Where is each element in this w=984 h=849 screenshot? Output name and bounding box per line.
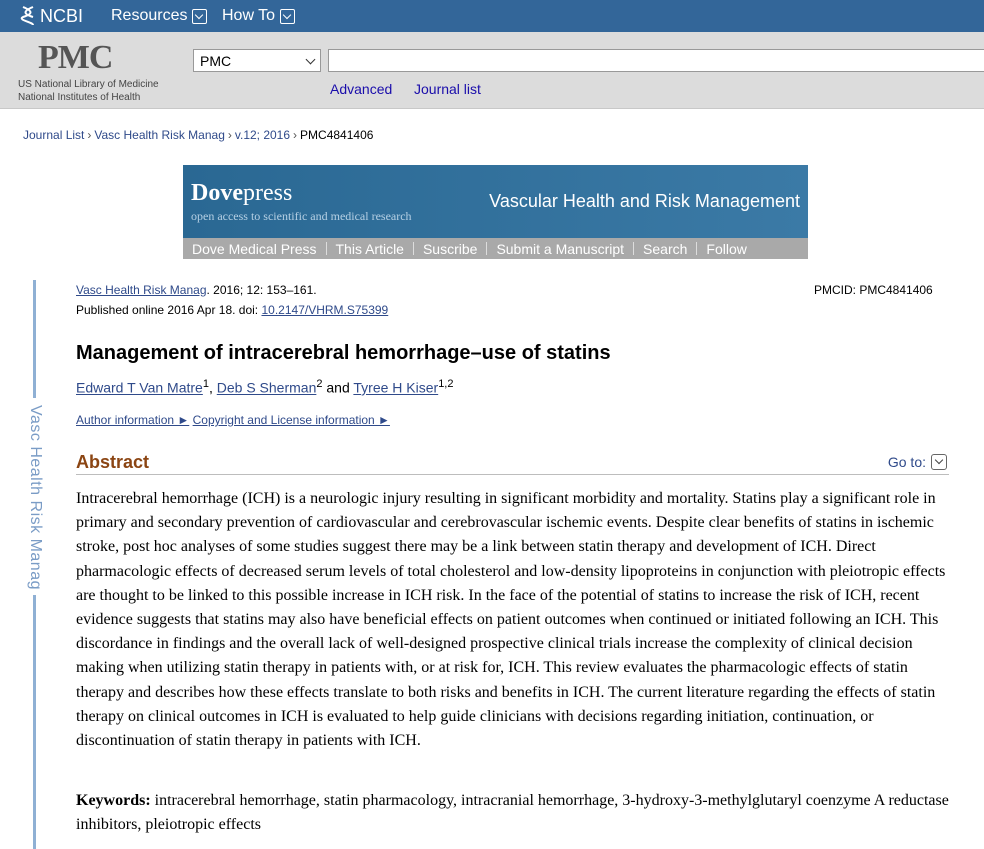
author-link[interactable]: Edward T Van Matre: [76, 379, 203, 396]
nlm-line: US National Library of Medicine: [18, 79, 159, 90]
author-link[interactable]: Deb S Sherman: [216, 379, 317, 396]
dovepress-logo: Dovepress: [191, 180, 293, 206]
nih-line: National Institutes of Health: [18, 92, 141, 103]
author-affiliation: 2: [316, 378, 323, 390]
citation-line: [76, 280, 388, 300]
author-affiliation: 1: [202, 378, 209, 390]
advanced-search-link[interactable]: Advanced: [330, 81, 393, 97]
breadcrumb: [23, 128, 373, 142]
breadcrumb-separator: ›: [293, 128, 298, 142]
article-info-links: [76, 413, 390, 427]
banner-header[interactable]: [183, 165, 808, 238]
goto-label: Go to:: [887, 454, 926, 470]
article-title: Management of intracerebral hemorrhage–use of statins: [76, 342, 611, 364]
how-to-label: How To: [222, 7, 276, 24]
banner-nav: [183, 238, 808, 259]
search-input[interactable]: [328, 49, 984, 72]
published-text: Published online 2016 Apr 18. doi:: [76, 303, 262, 317]
sidebar-rule-bottom: [33, 595, 36, 849]
author-affiliation: 1,2: [438, 378, 454, 390]
abstract-text: Intracerebral hemorrhage (ICH) is a neurologic injury resulting in significant morbidity and mortality. Statins play a significant role in primary and secondary prevention of cardiovascular and cerebrovascular ischemic events. Despite clear benefits of statins in ischemic stroke, post hoc analyses of some studies suggest there may be a link between statin therapy and development of ICH. Direct pharmacologic effects of decreased serum levels of total cholesterol and low-density lipoproteins in conjunction with pleiotropic effects are thought to be linked to this possible increase in ICH risk. In the face of the potential of statins to increase the risk of ICH, recent evidence suggests that statins may also have beneficial effects on patient outcomes when continued or initiated following an ICH. This discordance in findings and the overall lack of well-designed prospective clinical trials increase the complexity of clinical decision making when utilizing statin therapy in patients with, or at risk for, ICH. This review evaluates the pharmacologic effects of statin therapy and describes how these effects translate to both risks and benefits in ICH. The current literature regarding the effects of statin therapy on clinical outcomes in ICH is evaluated to help guide clinicians with decisions regarding initiation, continuation, or discontinuation of statin therapy in patients with ICH.: [76, 490, 946, 750]
author-link[interactable]: Tyree H Kiser: [353, 379, 439, 396]
abstract-heading: Abstract: [76, 452, 150, 472]
citation-details: . 2016; 12: 153–161.: [206, 283, 317, 297]
banner-nav-this-article[interactable]: This Article: [335, 240, 404, 257]
keywords-label: Keywords:: [76, 792, 151, 809]
author-list: [76, 378, 453, 396]
ncbi-header: [0, 0, 984, 32]
nlm-attribution: [18, 78, 159, 104]
sidebar-journal-label[interactable]: Vasc Health Risk Manag: [27, 405, 44, 590]
chevron-down-icon: [306, 55, 316, 65]
banner-nav-subscribe[interactable]: Suscribe: [422, 240, 478, 257]
banner-nav-search[interactable]: Search: [643, 240, 688, 257]
pmc-logo[interactable]: PMC: [38, 39, 113, 76]
keywords: [76, 789, 952, 837]
breadcrumb-journal-list[interactable]: Journal List: [23, 128, 85, 142]
journal-name: Vascular Health and Risk Management: [489, 191, 800, 211]
author-information-toggle[interactable]: Author information ►: [76, 413, 190, 427]
search-band: [0, 32, 984, 109]
citation: [76, 280, 388, 320]
how-to-menu[interactable]: [222, 7, 295, 25]
resources-menu[interactable]: [111, 7, 207, 25]
author-separator: and: [322, 379, 354, 396]
breadcrumb-separator: ›: [227, 128, 232, 142]
banner-nav-submit[interactable]: Submit a Manuscript: [496, 240, 625, 257]
database-select[interactable]: [193, 49, 321, 72]
ncbi-helix-icon: [20, 5, 36, 27]
abstract-header: [76, 452, 949, 475]
banner-nav-follow[interactable]: Follow: [706, 240, 747, 257]
ncbi-logo[interactable]: [20, 4, 83, 28]
chevron-down-icon: [931, 454, 947, 470]
breadcrumb-volume[interactable]: v.12; 2016: [234, 128, 291, 142]
breadcrumb-current: PMC4841406: [300, 128, 374, 142]
journal-banner: [183, 165, 808, 259]
sidebar-rule-top: [33, 280, 36, 398]
journal-list-link[interactable]: Journal list: [414, 81, 481, 97]
journal-link[interactable]: Vasc Health Risk Manag: [76, 283, 207, 297]
breadcrumb-journal[interactable]: Vasc Health Risk Manag: [94, 128, 225, 142]
chevron-down-icon: [192, 9, 207, 24]
ncbi-logo-text: NCBI: [40, 5, 84, 26]
resources-label: Resources: [111, 7, 188, 24]
chevron-down-icon: [280, 9, 295, 24]
breadcrumb-separator: ›: [87, 128, 92, 142]
database-select-value: PMC: [200, 53, 232, 69]
doi-link[interactable]: 10.2147/VHRM.S75399: [261, 303, 389, 317]
pmcid: PMCID: PMC4841406: [814, 283, 933, 297]
copyright-license-toggle[interactable]: Copyright and License information ►: [192, 413, 390, 427]
published-line: [76, 300, 388, 320]
banner-nav-dove-medical-press[interactable]: Dove Medical Press: [192, 240, 317, 257]
author-separator: ,: [208, 379, 217, 396]
dovepress-tagline: open access to scientific and medical research: [191, 209, 412, 223]
goto-menu[interactable]: [888, 454, 947, 470]
keywords-text: intracerebral hemorrhage, statin pharmacology, intracranial hemorrhage, 3-hydroxy-3-methylglutaryl coenzyme A reductase inhibitors, pleiotropic effects: [76, 792, 949, 833]
